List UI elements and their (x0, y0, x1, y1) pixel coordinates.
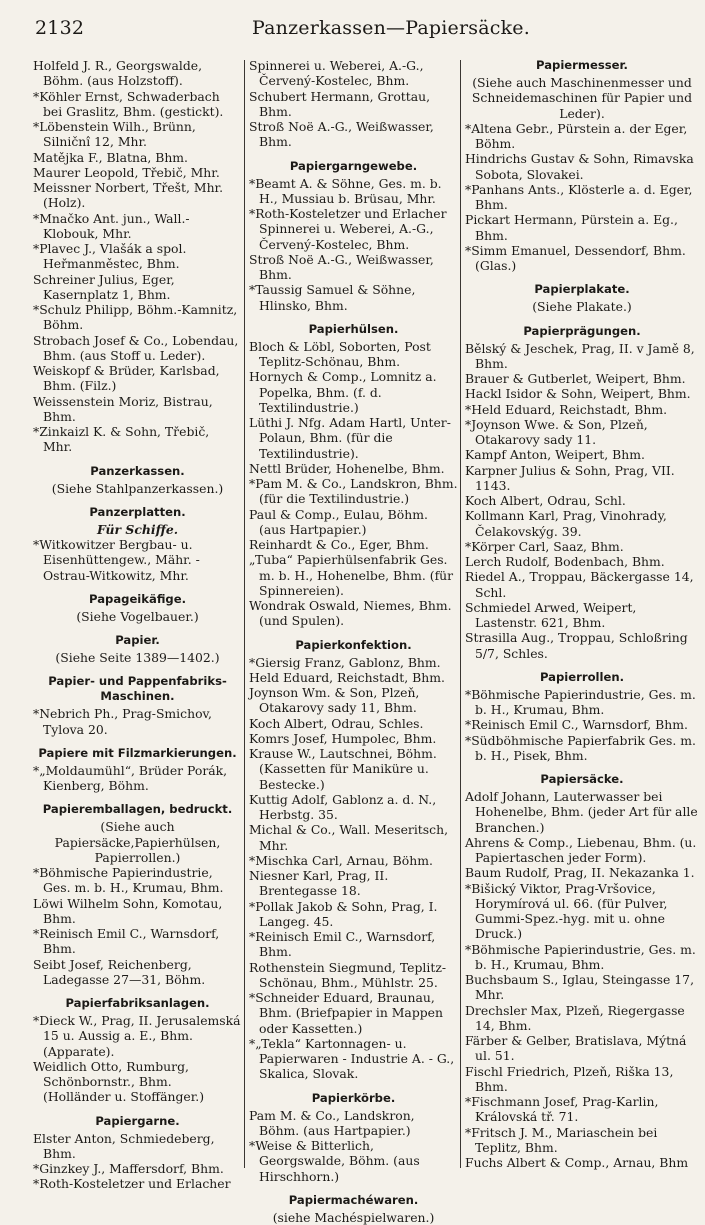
directory-entry: Paul & Comp., Eulau, Böhm. (aus Hartpapier.) (249, 506, 428, 537)
section-heading: Papierplakate. (534, 282, 630, 297)
directory-entry: Hornych & Comp., Lomnitz a. Popelka, Bhm. (f. d. Textilindustrie.) (249, 369, 437, 415)
directory-entry: Koch Albert, Odrau, Schl. (465, 493, 626, 508)
directory-entry: *„Tekla“ Kartonnagen- u. Papierwaren - Industrie A. - G., Skalica, Slovak. (249, 1035, 455, 1082)
directory-entry: Baum Rudolf, Prag, II. Nekazanka 1. (465, 865, 695, 881)
running-title: Panzerkassen—Papiersäcke. (252, 17, 530, 39)
section-heading: Papierkörbe. (311, 1090, 396, 1105)
directory-entry: Färber & Gelber, Bratislava, Mýtná ul. 51. (465, 1033, 687, 1064)
directory-entry: *Böhmische Papierindustrie, Ges. m. b. H., Krumau, Bhm. (465, 686, 696, 717)
directory-entry: Lüthi J. Nfg. Adam Hartl, Unter-Polaun, Bhm. (für die Textilindustrie). (249, 415, 451, 461)
directory-entry: Elster Anton, Schmiedeberg, Bhm. (33, 1130, 215, 1161)
directory-entry: Hackl Isidor & Sohn, Weipert, Bhm. (465, 386, 691, 402)
directory-entry: Matějka F., Blatna, Bhm. (33, 149, 188, 165)
directory-entry: Karpner Julius & Sohn, Prag, VII. 1143. (465, 462, 675, 493)
section-heading: Papieremballagen, bedruckt. (42, 802, 233, 817)
directory-entry: Lerch Rudolf, Bodenbach, Bhm. (465, 554, 665, 569)
directory-entry: *Pollak Jakob & Sohn, Prag, I. Langeg. 45. (249, 898, 438, 929)
directory-entry: Krause W., Lautschnei, Böhm. (Kassetten für Maniküre u. Bestecke.) (249, 746, 437, 792)
directory-entry: Spinnerei u. Weberei, A.-G., Červený-Kostelec, Bhm. (249, 58, 424, 89)
directory-entry: *Altena Gebr., Pürstein a. der Eger, Böhm. (465, 120, 688, 151)
directory-entry: Kampf Anton, Weipert, Bhm. (465, 447, 645, 463)
directory-entry: *Ginzkey J., Maffersdorf, Bhm. (33, 1161, 224, 1176)
directory-entry: Strobach Josef & Co., Lobendau, Bhm. (aus Stoff u. Leder). (33, 332, 239, 363)
directory-entry: *Schneider Eduard, Braunau, Bhm. (Briefpapier in Mappen oder Kassetten.) (249, 990, 443, 1036)
directory-entry: *Reinisch Emil C., Warnsdorf, Bhm. (465, 717, 688, 733)
directory-entry: Kollmann Karl, Prag, Vinohrady, Čelakovskýg. 39. (465, 508, 667, 539)
section-heading: Papierfabriksanlagen. (65, 996, 210, 1010)
directory-entry: Brauer & Gutberlet, Weipert, Bhm. (465, 371, 686, 386)
cross-reference-note: (Siehe Plakate.) (532, 299, 632, 315)
section-heading: Papier- und Pappenfabriks-Maschinen. (48, 674, 227, 704)
directory-entry: *Fischmann Josef, Prag-Karlin, Královská tř. 71. (465, 1094, 659, 1125)
directory-entry: Michal & Co., Wall. Meseritsch, Mhr. (249, 822, 449, 853)
directory-entry: *Simm Emanuel, Dessendorf, Bhm. (Glas.) (465, 242, 686, 273)
column-divider (244, 60, 245, 1168)
directory-entry: Pickart Hermann, Pürstein a. Eg., Bhm. (465, 212, 678, 243)
section-heading: Papiermachéwaren. (288, 1192, 419, 1207)
directory-entry: Drechsler Max, Plzeň, Riegergasse 14, Bhm. (465, 1002, 685, 1033)
directory-entry: *Mnačko Ant. jun., Wall.-Klobouk, Mhr. (33, 210, 190, 241)
directory-entry: *Pam M. & Co., Landskron, Bhm. (für die Textilindustrie.) (249, 476, 458, 507)
column-middle (249, 58, 458, 1225)
directory-entry: *Roth-Kosteletzer und Erlacher Spinnerei u. Weberei, A.-G., Červený-Kostelec, Bhm. (249, 206, 447, 252)
directory-entry: *Bišický Viktor, Prag-Vršovice, Horymírová ul. 66. (für Pulver, Gummi-Spez.-hyg. mit u. ohne Druck.) (465, 880, 668, 942)
directory-entry: Löwi Wilhelm Sohn, Komotau, Bhm. (33, 895, 223, 926)
cross-reference-note: (Siehe auch Maschinenmesser und Schneidemaschinen für Papier und Leder). (471, 75, 693, 121)
directory-entry: Joynson Wm. & Son, Plzeň, Otakarovy sady 11, Bhm. (249, 685, 420, 716)
directory-entry: *Mischka Carl, Arnau, Böhm. (249, 852, 433, 868)
column-right (465, 58, 699, 1178)
directory-entry: *Taussig Samuel & Söhne, Hlinsko, Bhm. (249, 282, 416, 313)
directory-entry: Wondrak Oswald, Niemes, Bhm. (und Spulen). (249, 598, 452, 629)
section-heading: Papiergarne. (95, 1113, 180, 1128)
directory-entry: Maurer Leopold, Třebič, Mhr. (33, 164, 220, 180)
section-heading: Panzerplatten. (89, 504, 186, 519)
directory-entry: Seibt Josef, Reichenberg, Ladegasse 27—31, Böhm. (33, 956, 206, 987)
section-heading: Papier. (115, 633, 160, 647)
directory-entry: Adolf Johann, Lauterwasser bei Hohenelbe, Bhm. (jeder Art für alle Branchen.) (465, 789, 698, 835)
directory-entry: *Dieck W., Prag, II. Jerusalemská 15 u. Aussig a. E., Bhm. (Apparate). (33, 1013, 241, 1059)
cross-reference-note: (Siehe Seite 1389—1402.) (55, 650, 220, 665)
directory-entry: *Löbenstein Wilh., Brünn, Silničnî 12, Mhr. (33, 119, 196, 150)
directory-entry: Meissner Norbert, Třešt, Mhr. (Holz). (33, 180, 224, 211)
directory-entry: *Panhans Ants., Klösterle a. d. Eger, Bhm. (465, 181, 693, 212)
directory-entry: *Nebrich Ph., Prag-Smichov, Tylova 20. (33, 706, 212, 737)
directory-entry: Niesner Karl, Prag, II. Brentegasse 18. (249, 868, 389, 899)
directory-entry: *„Moldaumühl“, Brüder Porák, Kienberg, Böhm. (33, 762, 228, 793)
directory-entry: Buchsbaum S., Iglau, Steingasse 17, Mhr. (465, 972, 695, 1003)
cross-reference-note: (Siehe Stahlpanzerkassen.) (51, 480, 224, 496)
directory-entry: *Zinkaizl K. & Sohn, Třebič, Mhr. (33, 424, 210, 455)
directory-entry: *Held Eduard, Reichstadt, Bhm. (465, 401, 668, 417)
directory-entry: Koch Albert, Odrau, Schles. (249, 715, 424, 731)
section-heading: Papierprägungen. (523, 323, 641, 338)
directory-entry: Fuchs Albert & Comp., Arnau, Bhm (465, 1155, 689, 1170)
cross-reference-note: (Siehe Vogelbauer.) (76, 608, 199, 624)
directory-entry: Bělský & Jeschek, Prag, II. v Jamě 8, Bhm. (465, 340, 695, 371)
directory-entry: Weiskopf & Brüder, Karlsbad, Bhm. (Filz.) (33, 363, 220, 394)
directory-entry: Nettl Brüder, Hohenelbe, Bhm. (249, 460, 445, 476)
directory-entry: *Beamt A. & Söhne, Ges. m. b. H., Mussiau b. Brüsau, Mhr. (249, 175, 442, 206)
directory-entry: *Schulz Philipp, Böhm.-Kamnitz, Böhm. (33, 302, 238, 333)
directory-entry: Kuttig Adolf, Gablonz a. d. N., Herbstg. 35. (249, 791, 437, 822)
directory-entry: *Köhler Ernst, Schwaderbach bei Graslitz, Bhm. (gestickt). (33, 88, 224, 119)
directory-columns (33, 58, 701, 1225)
directory-entry: *Reinisch Emil C., Warnsdorf, Bhm. (33, 926, 220, 957)
directory-entry: Riedel A., Troppau, Bäckergasse 14, Schl. (465, 569, 694, 600)
directory-entry: *Weise & Bitterlich, Georgswalde, Böhm. (aus Hirschhorn.) (249, 1138, 420, 1184)
section-heading: Papageikäfige. (89, 591, 186, 606)
directory-entry: Holfeld J. R., Georgswalde, Böhm. (aus Holzstoff). (33, 58, 203, 89)
column-left (33, 58, 242, 1192)
directory-entry: Reinhardt & Co., Eger, Bhm. (249, 537, 429, 552)
directory-entry: *Plavec J., Vlašák a spol. Heřmanměstec, Bhm. (33, 241, 187, 272)
column-divider (460, 60, 461, 1168)
directory-entry: Weissenstein Moriz, Bistrau, Bhm. (33, 393, 213, 424)
section-heading: Papierrollen. (539, 669, 624, 684)
section-heading: Papiergarngewebe. (289, 158, 418, 173)
section-heading: Papiermesser. (536, 58, 628, 72)
directory-entry: Bloch & Löbl, Soborten, Post Teplitz-Schönau, Bhm. (249, 338, 431, 369)
directory-entry: *Körper Carl, Saaz, Bhm. (465, 538, 624, 554)
directory-entry: *Roth-Kosteletzer und Erlacher (33, 1176, 231, 1192)
directory-entry: Komrs Josef, Humpolec, Bhm. (249, 730, 437, 746)
section-heading: Panzerkassen. (90, 463, 185, 478)
directory-entry: *Witkowitzer Bergbau- u. Eisenhüttengew., Mähr. - Ostrau-Witkowitz, Mhr. (33, 537, 200, 583)
directory-entry: *Joynson Wwe. & Son, Plzeň, Otakarovy sady 11. (465, 416, 648, 447)
directory-entry: Weidlich Otto, Rumburg, Schönbornstr., Bhm. (Holländer u. Stoffänger.) (33, 1058, 205, 1105)
directory-entry: Fischl Friedrich, Plzeň, Riška 13, Bhm. (465, 1063, 674, 1094)
page-number: 2132 (35, 17, 85, 39)
directory-entry: *Böhmische Papierindustrie, Ges. m. b. H., Krumau, Bhm. (465, 941, 696, 972)
section-heading: Papiere mit Filzmarkierungen. (38, 745, 237, 760)
directory-entry: Stroß Noë A.-G., Weißwasser, Bhm. (249, 119, 434, 150)
directory-entry: *Fritsch J. M., Mariaschein bei Teplitz, Bhm. (465, 1124, 658, 1155)
page-header (0, 0, 705, 46)
section-subheading: Für Schiffe. (96, 521, 179, 537)
directory-entry: „Tuba“ Papierhülsenfabrik Ges. m. b. H., Hohenelbe, Bhm. (für Spinnereien). (249, 552, 454, 598)
directory-entry: Hindrichs Gustav & Sohn, Rimavska Sobota, Slovakei. (465, 151, 694, 182)
directory-entry: *Böhmische Papierindustrie, Ges. m. b. H., Krumau, Bhm. (33, 865, 224, 896)
section-heading: Papiersäcke. (540, 772, 624, 786)
directory-entry: *Giersig Franz, Gablonz, Bhm. (249, 654, 441, 670)
directory-entry: Schubert Hermann, Grottau, Bhm. (249, 88, 431, 119)
directory-entry: Schmiedel Arwed, Weipert, Lastenstr. 621, Bhm. (465, 599, 637, 630)
directory-entry: *Südböhmische Papierfabrik Ges. m. b. H., Pisek, Bhm. (465, 732, 696, 763)
section-heading: Papierhülsen. (308, 321, 399, 336)
section-heading: Papierkonfektion. (295, 637, 412, 652)
directory-entry: Rothenstein Siegmund, Teplitz-Schönau, Bhm., Mühlstr. 25. (249, 959, 447, 990)
directory-entry: Strasilla Aug., Troppau, Schloßring 5/7, Schles. (465, 630, 688, 661)
cross-reference-note: (Siehe auch Papiersäcke,Papierhülsen, Papierrollen.) (54, 819, 221, 865)
directory-entry: Stroß Noë A.-G., Weißwasser, Bhm. (249, 251, 434, 282)
directory-entry: Pam M. & Co., Landskron, Böhm. (aus Hartpapier.) (249, 1107, 415, 1138)
directory-entry: Schreiner Julius, Eger, Kasernplatz 1, Bhm. (33, 271, 175, 302)
directory-entry: *Reinisch Emil C., Warnsdorf, Bhm. (249, 929, 436, 960)
directory-entry: Held Eduard, Reichstadt, Bhm. (249, 669, 445, 685)
directory-entry: Ahrens & Comp., Liebenau, Bhm. (u. Papiertaschen jeder Form). (465, 834, 697, 865)
cross-reference-note: (siehe Machéspielwaren.) (272, 1209, 435, 1225)
